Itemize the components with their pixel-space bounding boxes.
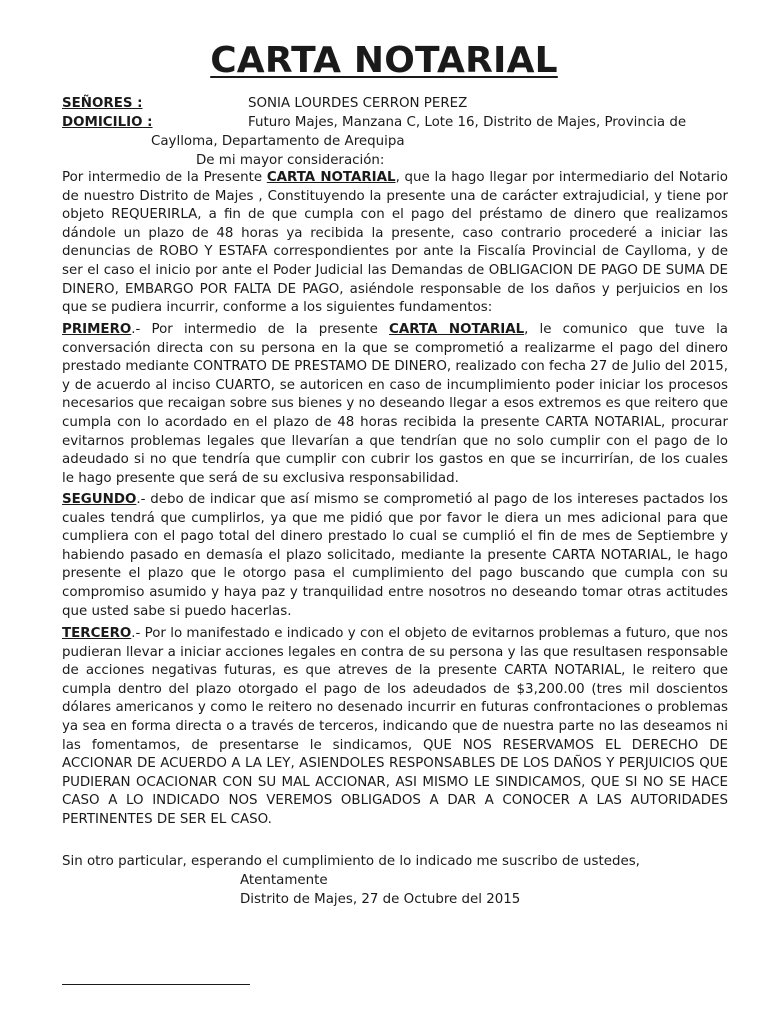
atentamente: Atentamente: [240, 873, 328, 888]
tercero-paragraph: [62, 625, 728, 830]
document-title: CARTA NOTARIAL: [210, 40, 558, 81]
intro-ref: CARTA NOTARIAL: [266, 170, 396, 185]
segundo-label: SEGUNDO: [62, 492, 137, 507]
tercero-label: TERCERO: [62, 626, 132, 641]
senores-value: SONIA LOURDES CERRON PEREZ: [248, 96, 468, 111]
closing-text: Sin otro particular, esperando el cumplimiento de lo indicado me suscribo de ustedes,: [62, 854, 640, 869]
primero-post: , le comunico que tuve la conversación directa con su persona en la que se comprometió a realizarme el pago del dinero prestado mediante CONTRATO DE PRESTAMO DE DINERO, realizado con fecha 27 de Julio del 2015, y de acuerdo al inciso CUARTO, se autoricen en caso de incumplimiento poder iniciar los procesos necesarios que recaigan sobre sus bienes y no deseando llegar a esos extremos es que reitero que cumpla con lo acordado en el plazo de 48 horas recibida la presente CARTA NOTARIAL, procurar evitarnos problemas legales que llevarían a que tendrían que no solo cumplir con el pago de lo adeudado si no que tendría que cumplir con cubrir los gastos en que se incurrirían, de los cuales le hago presente que será de su exclusiva responsabilidad.: [62, 322, 728, 486]
domicilio-label: DOMICILIO :: [62, 115, 153, 130]
place-date: Distrito de Majes, 27 de Octubre del 2015: [240, 892, 521, 907]
primero-label: PRIMERO: [62, 322, 132, 337]
intro-pre: Por intermedio de la Presente: [62, 170, 267, 185]
primero-pre: .- Por intermedio de la presente: [131, 322, 389, 337]
domicilio-value-line1: Futuro Majes, Manzana C, Lote 16, Distrito de Majes, Provincia de: [248, 115, 687, 130]
senores-label: SEÑORES :: [62, 96, 143, 111]
primero-ref: CARTA NOTARIAL: [389, 322, 525, 337]
signature-line: [62, 984, 250, 985]
domicilio-value-line2: Caylloma, Departamento de Arequipa: [151, 134, 405, 149]
primero-paragraph: [62, 321, 728, 488]
tercero-text: .- Por lo manifestado e indicado y con el objeto de evitarnos problemas a futuro, que nos pudieran llevar a iniciar acciones legales en contra de su persona y las que resultasen responsable de acciones negativas futuras, es que atreves de la presente CARTA NOTARIAL, le reitero que cumpla dentro del plazo otorgado el pago de los adeudados de $3,200.00 (tres mil doscientos dólares americanos y como le reitero no desenado incurrir en futuras confrontaciones o problemas ya sea en forma directa o a través de terceros, indicando que de nuestra parte no las deseamos ni las fomentamos, de presentarse le sindicamos, QUE NOS RESERVAMOS EL DERECHO DE ACCIONAR DE ACUERDO A LA LEY, ASIENDOLES RESPONSABLES DE LOS DAÑOS Y PERJUICIOS QUE PUDIERAN OCACIONAR CON SU MAL ACCIONAR, ASI MISMO LE SINDICAMOS, QUE SI NO SE HACE CASO A LO INDICADO NOS VEREMOS OBLIGADOS A DAR A CONOCER A LAS AUTORIDADES PERTINENTES DE SER EL CASO.: [62, 626, 728, 827]
intro-post: , que la hago llegar por intermediario del Notario de nuestro Distrito de Majes , Constituyendo la presente una de carácter extrajudicial, y tiene por objeto REQUERIRLA, a fin de que cumpla con el pago del préstamo de dinero que realizamos dándole un plazo de 48 horas ya recibida la presente, caso contrario procederé a iniciar las denuncias de ROBO Y ESTAFA correspondientes por ante la Fiscalía Provincial de Caylloma, y de ser el caso el inicio por ante el Poder Judicial las Demandas de OBLIGACION DE PAGO DE SUMA DE DINERO, EMBARGO POR FALTA DE PAGO, asiéndole responsable de los daños y perjuicios en los que se pudiera incurrir, conforme a los siguientes fundamentos:: [62, 170, 728, 316]
segundo-paragraph: [62, 491, 728, 621]
greeting: De mi mayor consideración:: [196, 153, 385, 168]
segundo-text: .- debo de indicar que así mismo se comprometió al pago de los intereses pactados los cuales tendrá que cumplirlos, ya que me pidió que por favor le diera un mes adicional para que cumpliera con el pago total del dinero prestado lo cual se cumplió el fin de mes de Septiembre y habiendo pasado en demasía el plazo solicitado, mediante la presente CARTA NOTARIAL, le hago presente el plazo que le otorgo pasa el cumplimiento del pago buscando que cumpla con su compromiso asumido y haya paz y tranquilidad entre nosotros no deseando tomar otras actitudes que usted sabe si puedo hacerlas.: [62, 492, 728, 619]
intro-paragraph: [62, 169, 728, 318]
